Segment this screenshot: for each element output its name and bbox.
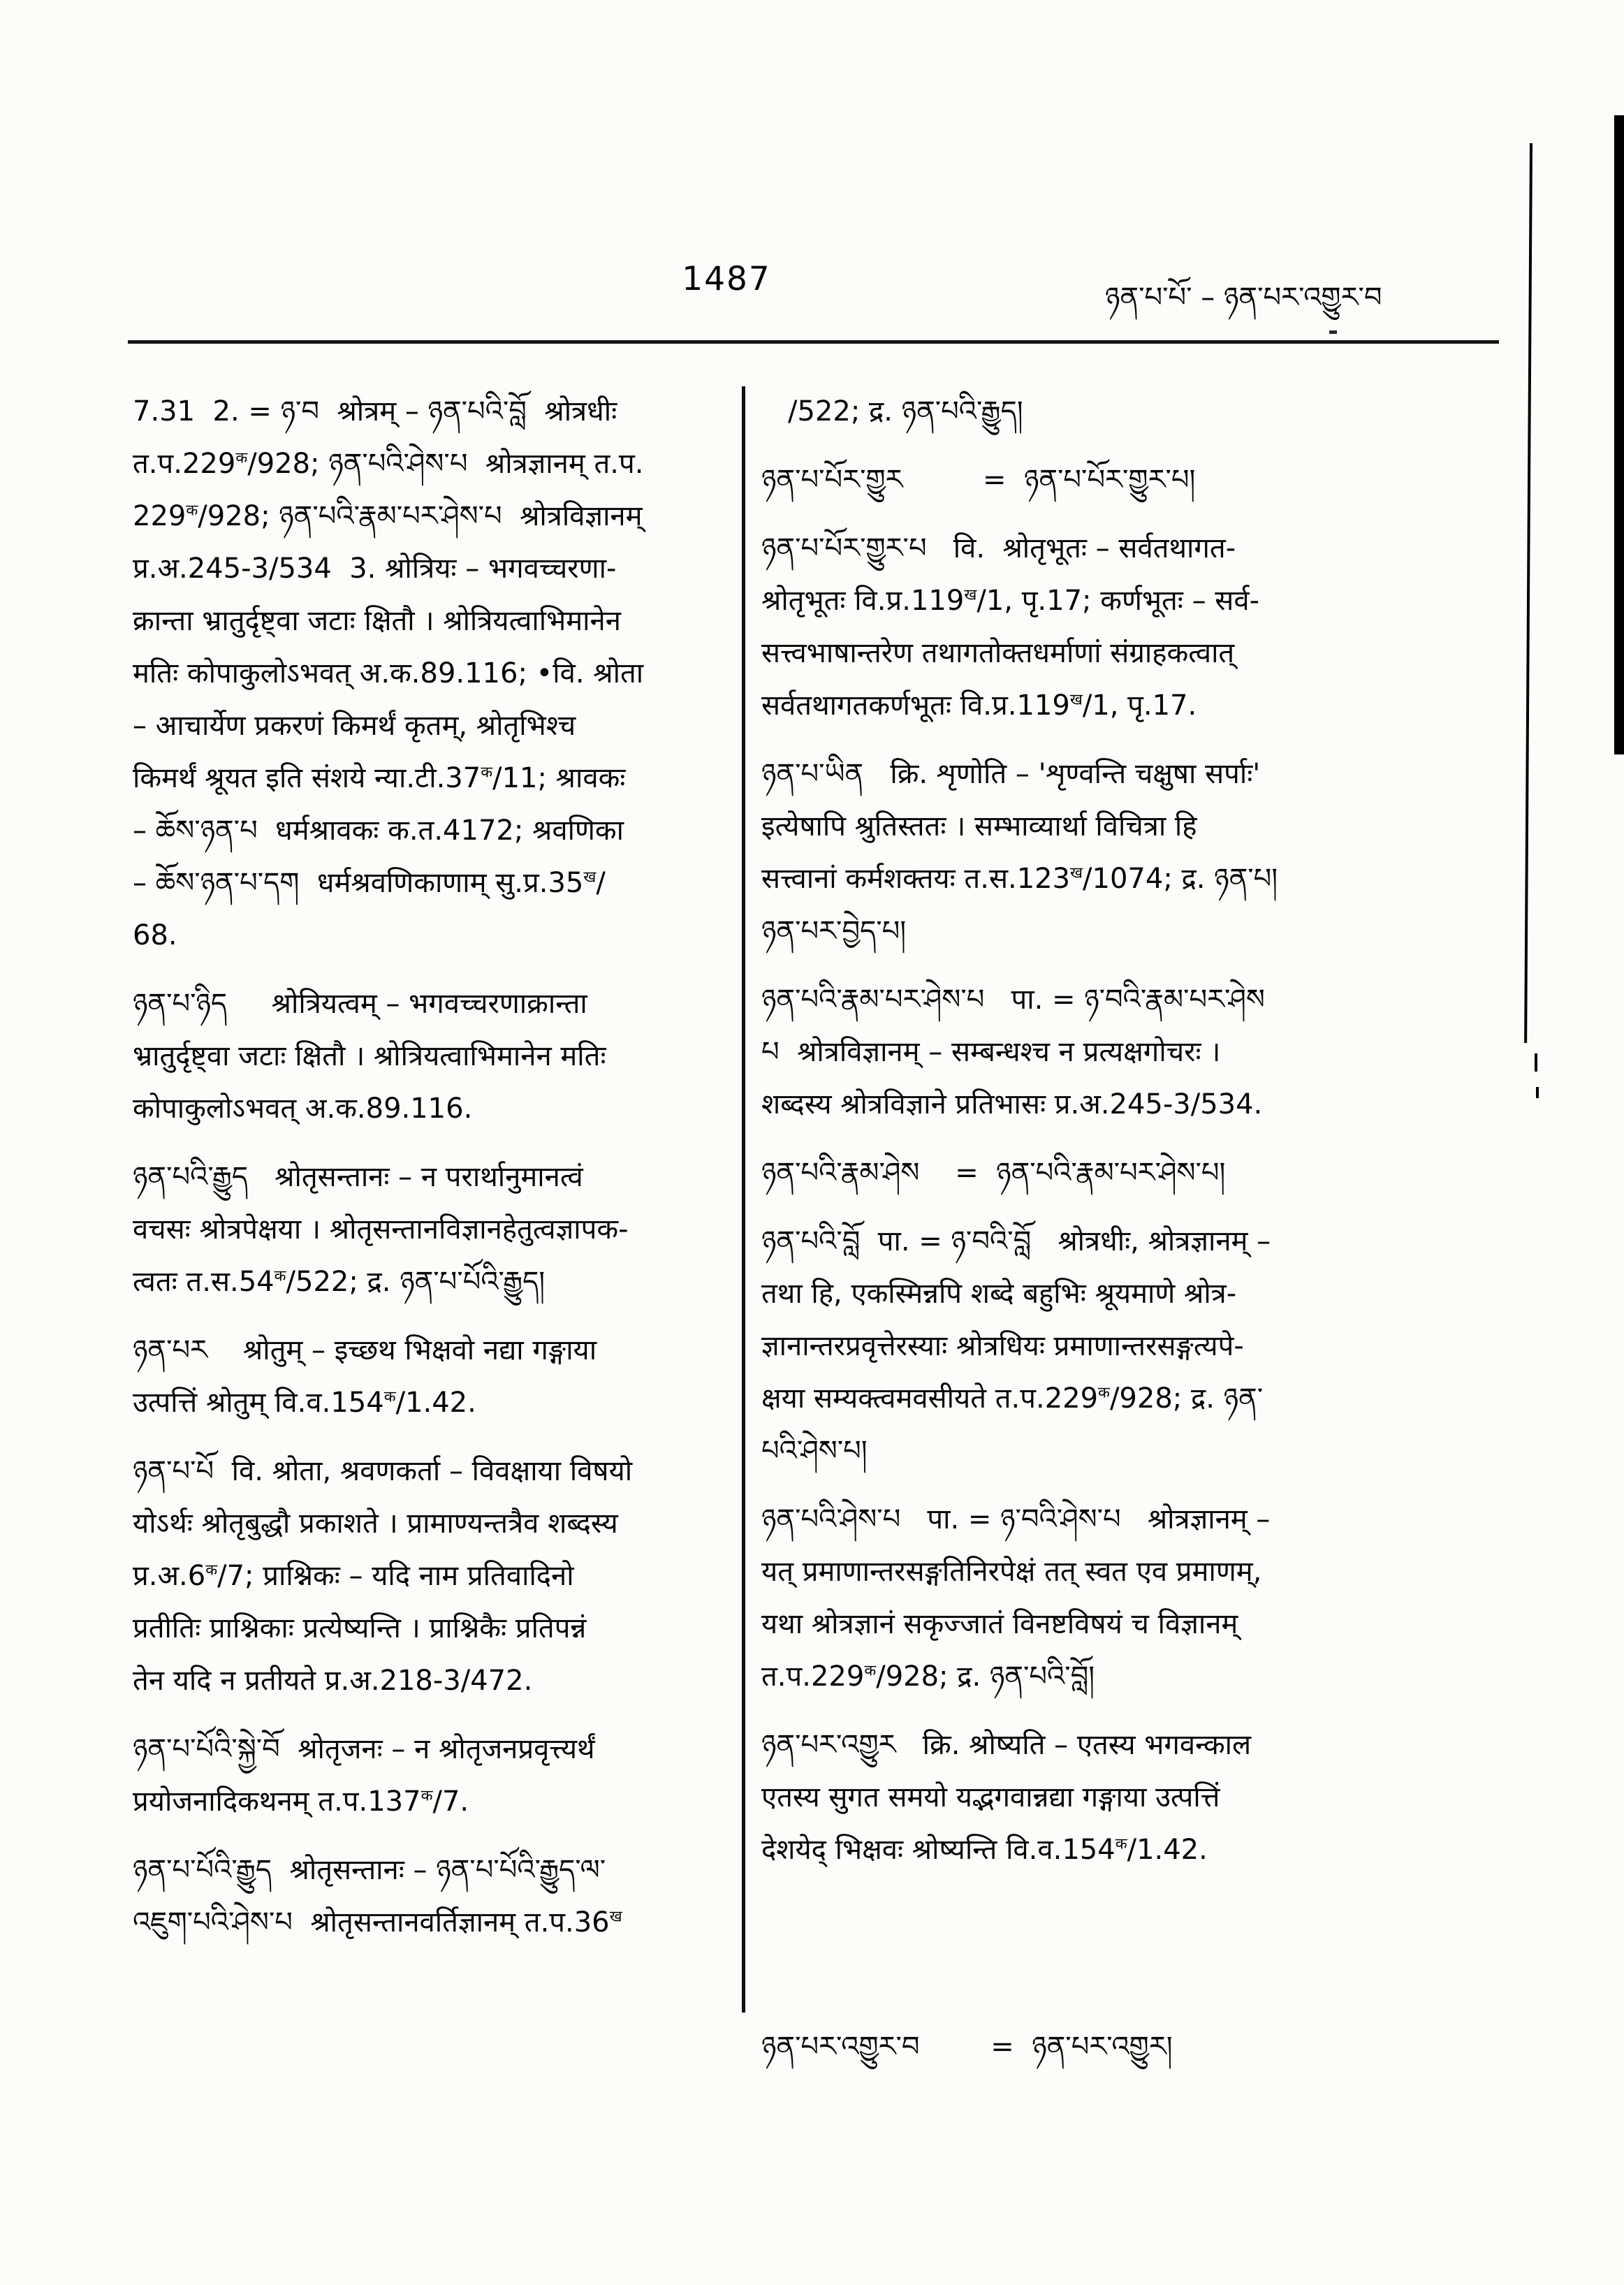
entry-line: योऽर्थः श्रोतृबुद्धौ प्रकाशते । प्रामाण्यन्तत्रैव शब्दस्य bbox=[133, 1507, 618, 1540]
entry-nyan-pa-por-gyur-pa bbox=[761, 523, 1384, 732]
entry-line: ཉན་པ་པོར་གྱུར་པ वि. श्रोतृभूतः – सर्वतथागत- bbox=[761, 532, 1236, 564]
entry-line: པ श्रोत्रविज्ञानम् – सम्बन्धश्च न प्रत्यक्षगोचरः । bbox=[761, 1036, 1221, 1068]
entry-line: – ཆོས་ཉན་པ་དག धर्मश्रवणिकाणाम् $सु.प्र.35^ख/$ bbox=[133, 867, 606, 899]
entry-line: ཉན་པར་འགྱུར क्रि. श्रोष्यति – एतस्य भगवन्काल bbox=[761, 1729, 1252, 1761]
scan-artifact-dash bbox=[1536, 1087, 1539, 1098]
scan-artifact-dash bbox=[1535, 1053, 1537, 1072]
page-number: 1487 bbox=[682, 260, 771, 298]
entry-line: उत्पत्तिं श्रोतुम् $वि.व.154^क/1.42$. bbox=[133, 1387, 476, 1419]
entry-line: 68. bbox=[133, 919, 177, 951]
entry-line: ཉན་པ་པོའི་སྐྱེ་བོ श्रोतृजनः – न श्रोतृजनप्रवृत्त्यर्थं bbox=[133, 1733, 595, 1765]
entry-nyan-pai-rgyud bbox=[133, 1151, 738, 1308]
entry-nyan-pai-rnam-shes bbox=[761, 1147, 1384, 1199]
entry-line: ཉན་པར་འགྱུར་བ = ཉན་པར་འགྱུར། bbox=[761, 2031, 1173, 2063]
entry-nyan-pa-poi-rgyud bbox=[133, 1844, 738, 1949]
entry-line: इत्येषापि श्रुतिस्ततः । सम्भाव्यार्था विचित्रा हि bbox=[761, 810, 1197, 842]
entry-line: तेन यदि न प्रतीयते प्र.अ.218-3/472. bbox=[133, 1665, 533, 1697]
entry-line: འཇུག་པའི་ཤེས་པ श्रोतृसन्तानवर्तिज्ञानम् $त.प.36^ख$ bbox=[133, 1906, 622, 1939]
entry-nyan-par-gyur-ba bbox=[761, 2021, 1384, 2073]
entry-line: सर्वतथागतकर्णभूतः $वि.प्र.119^ख/1$, पृ.17. bbox=[761, 689, 1197, 722]
entry-line: यत् प्रमाणान्तरसङ्गतिनिरपेक्षं तत् स्वत एव प्रमाणम्, bbox=[761, 1556, 1262, 1588]
entry-line: मतिः कोपाकुलोऽभवत् अ.क.89.116; •वि. श्रोता bbox=[133, 657, 644, 689]
entry-line: देशयेद् भिक्षवः श्रोष्यन्ति $वि.व.154^क/1.42$. bbox=[761, 1834, 1208, 1866]
entry-line: एतस्य सुगत समयो यद्भगवान्नद्या गङ्गाया उत्पत्तिं bbox=[761, 1781, 1220, 1813]
entry-line: པའི་ཤེས་པ། bbox=[761, 1435, 868, 1467]
entry-nyan-pa-po bbox=[133, 1445, 738, 1707]
entry-line: प्रतीतिः प्राश्निकाः प्रत्येष्यन्ति । प्राश्निकैः प्रतिपन्नं bbox=[133, 1612, 587, 1644]
entry-nyan-pai-rnam-par-shes-pa bbox=[761, 974, 1384, 1131]
entry-line: $त.प.229^क/928$; ཉན་པའི་ཤེས་པ श्रोत्रज्ञानम् त.प. bbox=[133, 448, 644, 480]
entry-line: क्रान्ता भ्रातुर्दृष्ट्वा जटाः क्षितौ । श्रोत्रियत्वाभिमानेन bbox=[133, 605, 621, 637]
entry-line: ཉན་པའི་བློ पा. = ཉ་བའི་བློ श्रोत्रधीः, श्रोत्रज्ञानम् – bbox=[761, 1225, 1271, 1257]
entry-line: ཉན་པ་ཉིད श्रोत्रियत्वम् – भगवच्चरणाक्रान्ता bbox=[133, 988, 587, 1020]
header-entry-range: ཉན་པ་པོ་ – ཉན་པར་འགྱུར་བ bbox=[1105, 282, 1382, 314]
header-rule bbox=[128, 340, 1499, 344]
entry-nyan-pa-yin bbox=[761, 748, 1384, 958]
entry-nyan-pa-poi-rgyud-continued bbox=[761, 386, 1384, 438]
entry-line: ཉན་པར श्रोतुम् – इच्छथ भिक्षवो नद्या गङ्गाया bbox=[133, 1334, 597, 1366]
entry-line: यथा श्रोत्रज्ञानं सकृज्जातं विनष्टविषयं च विज्ञानम् bbox=[761, 1608, 1238, 1640]
entry-nyan-pa-nyid bbox=[133, 978, 738, 1135]
scan-artifact-vertical-line bbox=[1524, 143, 1532, 1043]
entry-line: सत्त्वभाषान्तरेण तथागतोक्तधर्माणां संग्राहकत्वात् bbox=[761, 637, 1235, 669]
entry-line: ཉན་པ་པོའི་རྒྱུད श्रोतृसन्तानः – ཉན་པ་པོའི་རྒྱུད་ལ་ bbox=[133, 1854, 606, 1886]
entry-line: ཉན་པའི་རྣམ་ཤེས = ཉན་པའི་རྣམ་པར་ཤེས་པ། bbox=[761, 1157, 1226, 1189]
entry-line: शब्दस्य श्रोत्रविज्ञाने प्रतिभासः प्र.अ.245-3/534. bbox=[761, 1088, 1263, 1120]
entry-line: कोपाकुलोऽभवत् अ.क.89.116. bbox=[133, 1093, 473, 1125]
entry-nyan-pai-shes-pa bbox=[761, 1494, 1384, 1703]
entry-nyan-pa-continued bbox=[133, 386, 738, 962]
entry-line: तथा हि, एकस्मिन्नपि शब्दे बहुभिः श्रूयमाणे श्रोत्र- bbox=[761, 1278, 1237, 1310]
entry-nyan-pa-por-gyur bbox=[761, 454, 1384, 506]
entry-line: ཉན་པར་བྱེད་པ། bbox=[761, 915, 907, 947]
entry-line: /522; द्र. ཉན་པའི་རྒྱུད། bbox=[788, 395, 1023, 428]
entry-line: ཉན་པ་པོ वि. श्रोता, श्रवणकर्ता – विवक्षाया विषयो bbox=[133, 1455, 633, 1487]
entry-line: ཉན་པའི་ཤེས་པ पा. = ཉ་བའི་ཤེས་པ श्रोत्रज्ञानम् – bbox=[761, 1503, 1271, 1535]
entry-line: क्षया सम्यक्त्वमवसीयते $त.प.229^क/928$; द्र. ཉན་ bbox=[761, 1382, 1264, 1415]
entry-line: ཉན་པ་ཡིན क्रि. शृणोति – 'शृण्वन्ति चक्षुषा सर्पाः' bbox=[761, 758, 1261, 790]
entry-line: ज्ञानान्तरप्रवृत्तेरस्याः श्रोत्रधियः प्रमाणान्तरसङ्गत्यपे- bbox=[761, 1330, 1244, 1362]
entry-line: 7.31 2. = ཉ་བ श्रोत्रम् – ཉན་པའི་བློ श्रोत्रधीः bbox=[133, 395, 617, 428]
scan-artifact-edge-bar bbox=[1614, 115, 1624, 754]
entry-nyan-par bbox=[133, 1324, 738, 1429]
entry-line: ཉན་པའི་རྣམ་པར་ཤེས་པ पा. = ཉ་བའི་རྣམ་པར་ཤེས bbox=[761, 984, 1265, 1016]
entry-line: त्वतः $त.स.54^क/522$; द्र. ཉན་པ་པོའི་རྒྱུད། bbox=[133, 1266, 546, 1298]
entry-line: भ्रातुर्दृष्ट्वा जटाः क्षितौ । श्रोत्रियत्वाभिमानेन मतिः bbox=[133, 1040, 606, 1072]
entry-line: – ཆོས་ཉན་པ धर्मश्रावकः क.त.4172; श्रवणिका bbox=[133, 815, 624, 847]
entry-line: ཉན་པ་པོར་གྱུར = ཉན་པ་པོར་གྱུར་པ། bbox=[761, 464, 1196, 496]
entry-line: $प्र.अ.6^क/7$; प्राश्निकः – यदि नाम प्रतिवादिनो bbox=[133, 1560, 574, 1592]
entry-line: ཉན་པའི་རྒྱུད श्रोतृसन्तानः – न परार्थानुमानत्वं bbox=[133, 1161, 583, 1193]
entry-line: सत्त्वानां कर्मशक्तयः $त.स.123^ख/1074$; द्र. ཉན་པ། bbox=[761, 863, 1278, 895]
entry-nyan-par-gyur bbox=[761, 1719, 1384, 1876]
entry-line: $229^क/928$; ཉན་པའི་རྣམ་པར་ཤེས་པ श्रोत्रविज्ञानम् bbox=[133, 500, 643, 532]
right-column bbox=[761, 386, 1384, 2089]
scan-speck bbox=[1329, 330, 1337, 334]
entry-line: $त.प.229^क/928$; द्र. ཉན་པའི་བློ། bbox=[761, 1660, 1095, 1693]
left-column bbox=[133, 386, 738, 1965]
entry-nyan-pai-blo bbox=[761, 1215, 1384, 1477]
column-divider-rule bbox=[742, 386, 745, 2013]
entry-line: किमर्थं श्रूयत इति संशये $न्या.टी.37^क/11$; श्रावकः bbox=[133, 762, 626, 794]
entry-line: – आचार्येण प्रकरणं किमर्थं कृतम्, श्रोतृभिश्च bbox=[133, 710, 576, 742]
entry-line: श्रोतृभूतः $वि.प्र.119^ख/1$, पृ.17; कर्णभूतः – सर्व- bbox=[761, 585, 1260, 617]
entry-line: प्र.अ.245-3/534 3. श्रोत्रियः – भगवच्चरणा- bbox=[133, 553, 617, 585]
entry-line: प्रयोजनादिकथनम् $त.प.137^क/7$. bbox=[133, 1786, 469, 1818]
entry-nyan-pa-poi-skye-bo bbox=[133, 1723, 738, 1828]
entry-line: वचसः श्रोत्रपेक्षया । श्रोतृसन्तानविज्ञानहेतुत्वज्ञापक- bbox=[133, 1213, 629, 1246]
